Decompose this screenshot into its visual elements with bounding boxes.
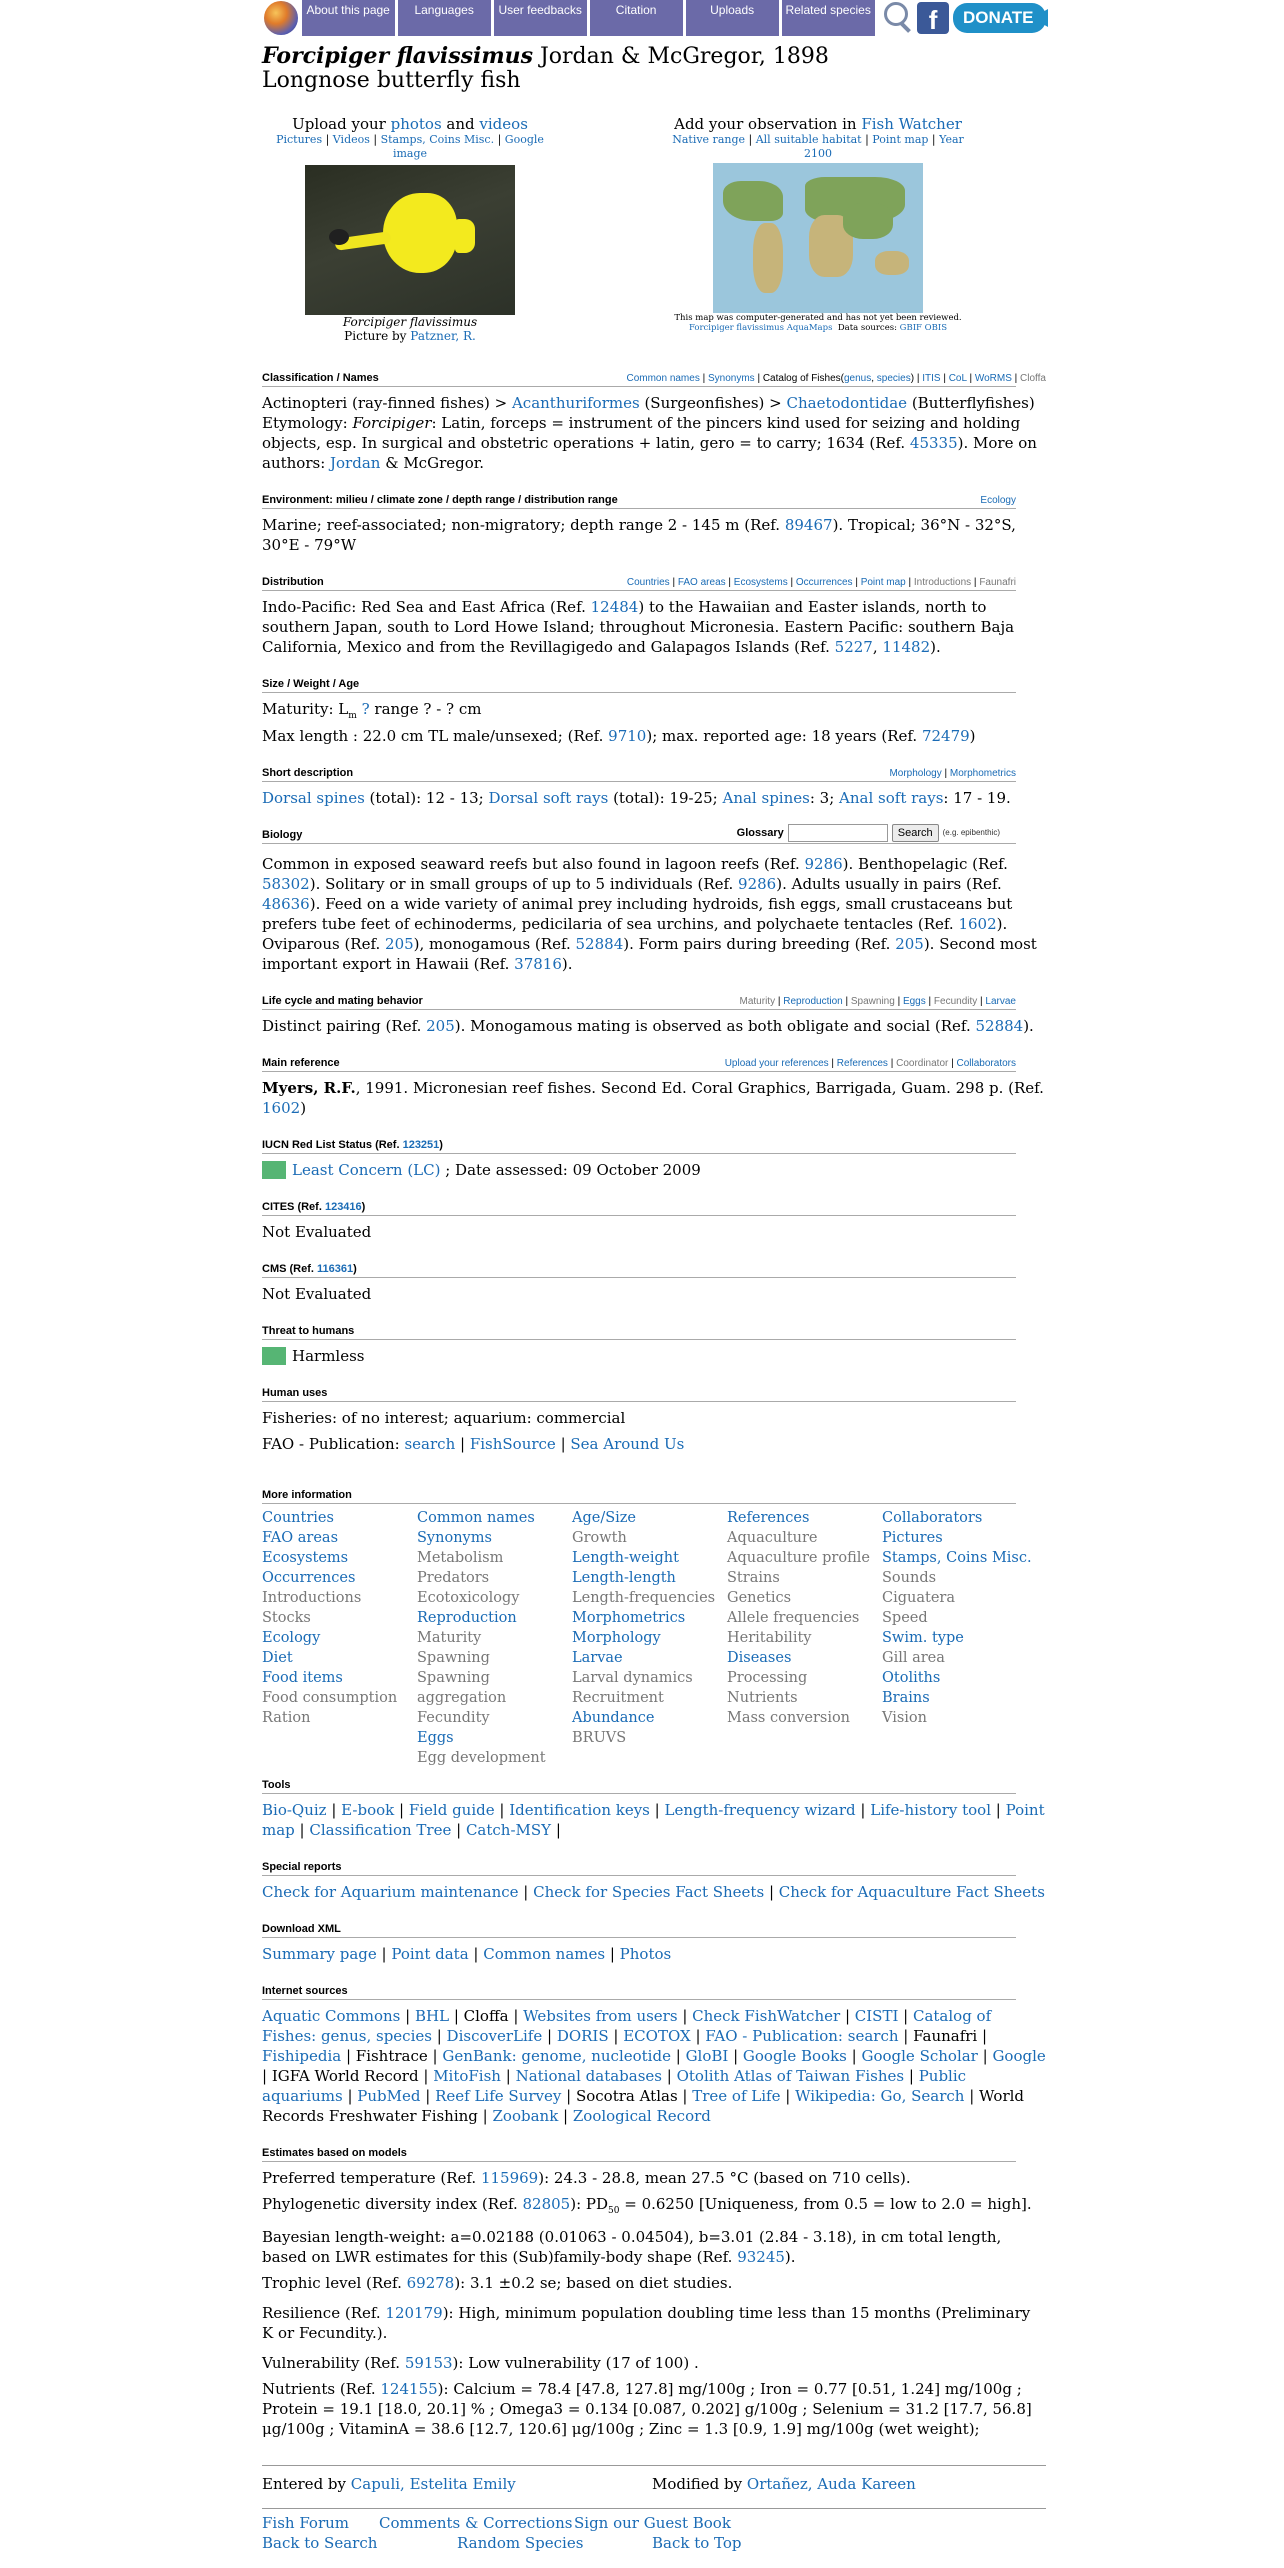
section-title: Special reports: [262, 1860, 1016, 1876]
google-image-link[interactable]: Google image: [392, 133, 544, 160]
more-info-item: Vision: [882, 1710, 928, 1726]
ref-link[interactable]: 9286: [804, 855, 843, 873]
year-2100-link[interactable]: Year 2100: [804, 133, 964, 160]
more-info-item: Egg development: [417, 1750, 546, 1766]
donate-label: DONATE: [962, 8, 1034, 27]
more-info-item: Ecotoxicology: [417, 1590, 520, 1606]
tools-section: [262, 1778, 1046, 1840]
section-title: Life cycle and mating behavior Maturity | Reproduction | Spawning | Eggs | Fecundity | Larvae: [262, 994, 1016, 1010]
reproduction-link[interactable]: Reproduction: [783, 996, 843, 1007]
more-info-item: Stocks: [262, 1610, 311, 1626]
more-info-item: Recruitment: [572, 1690, 664, 1706]
internet-source-item: Socotra Atlas: [575, 2087, 678, 2105]
ref-link[interactable]: 52884: [575, 935, 624, 953]
nav-related-species[interactable]: Related species: [782, 0, 875, 36]
more-info-item[interactable]: Occurrences: [262, 1570, 356, 1586]
internet-source-item[interactable]: GenBank: genome, nucleotide: [442, 2047, 671, 2065]
section-title: Tools: [262, 1778, 1016, 1794]
nav-citation[interactable]: Citation: [590, 0, 683, 36]
more-info-item[interactable]: Eggs: [417, 1730, 454, 1746]
more-info-item[interactable]: Food items: [262, 1670, 343, 1686]
internet-source-item[interactable]: Aquatic Commons: [262, 2007, 401, 2025]
iucn-section: [262, 1138, 1046, 1180]
itis-link[interactable]: ITIS: [922, 373, 941, 384]
back-to-search-link[interactable]: Back to Search: [262, 2534, 378, 2552]
more-information-section: [262, 1488, 1046, 1768]
species-fact-sheets-link[interactable]: Check for Species Fact Sheets: [533, 1883, 765, 1901]
map-links: Native range | All suitable habitat | Point map | Year 2100: [672, 133, 964, 160]
section-title: Internet sources: [262, 1984, 1016, 2000]
internet-source-item: World Records Freshwater Fishing: [262, 2087, 1025, 2125]
more-info-item: Growth: [572, 1530, 627, 1546]
more-info-item[interactable]: Length-weight: [572, 1550, 679, 1566]
ref-link[interactable]: 45335: [909, 434, 958, 452]
species-photo[interactable]: [305, 165, 515, 315]
point-data-link[interactable]: Point data: [391, 1945, 469, 1963]
internet-source-item[interactable]: Otolith Atlas of Taiwan Fishes: [676, 2067, 905, 2085]
internet-source-item[interactable]: Fishipedia: [262, 2047, 342, 2065]
more-info-item[interactable]: Ecosystems: [262, 1550, 349, 1566]
order-link[interactable]: Acanthuriformes: [511, 394, 640, 412]
upload-photos-link[interactable]: photos: [390, 115, 442, 133]
ref-link[interactable]: 12484: [590, 598, 639, 616]
internet-source-item[interactable]: DORIS: [556, 2027, 609, 2045]
more-info-item[interactable]: Otoliths: [882, 1670, 941, 1686]
more-info-item: Sounds: [882, 1570, 937, 1586]
ref-link[interactable]: 124155: [380, 2380, 438, 2398]
section-title: Human uses: [262, 1386, 1016, 1402]
more-info-column: [882, 1508, 1037, 1768]
estimates-section: [262, 2146, 1046, 2439]
cms-body: Not Evaluated: [262, 1285, 372, 1303]
ref-link[interactable]: 115969: [480, 2169, 539, 2187]
more-info-item: Speed: [882, 1610, 928, 1626]
more-info-item: Fecundity: [417, 1710, 490, 1726]
dorsal-spines-link[interactable]: Dorsal spines: [262, 789, 365, 807]
more-info-item: Food consumption: [262, 1690, 398, 1706]
dorsal-rays-link[interactable]: Dorsal soft rays: [488, 789, 609, 807]
section-title: Distribution Countries | FAO areas | Ecosystems | Occurrences | Point map | Introductions | Faunafri: [262, 575, 1016, 591]
more-info-item: Predators: [417, 1570, 490, 1586]
nav-about[interactable]: About this page: [302, 0, 395, 36]
section-title: Environment: milieu / climate zone / depth range / distribution range Ecology: [262, 493, 1016, 509]
point-map-link[interactable]: Point map: [872, 133, 929, 146]
footer-links: [262, 2513, 1046, 2557]
iucn-body: Least Concern (LC) ; Date assessed: 09 October 2009: [262, 1160, 1046, 1180]
scientific-name: Forcipiger flavissimus: [262, 43, 533, 69]
distribution-map[interactable]: [713, 163, 923, 313]
more-info-item[interactable]: FAO areas: [262, 1530, 339, 1546]
human-uses-section: [262, 1386, 1046, 1454]
point-map-link[interactable]: Point map: [860, 577, 906, 588]
more-info-column: [417, 1508, 572, 1768]
internet-sources-body: Aquatic Commons | BHL | Cloffa | Websites from users | Check FishWatcher | CISTI | Catalog of Fishes: genus, species | DiscoverLife | DORIS | ECOTOX | FAO - Publication: search | Faunafri | Fishipedia | Fishtrace | GenBank: genome, nucleotide | GloBI | Google Books | Google Scholar | Google | IGFA World Record | MitoFish | National databases | Otolith Atlas of Taiwan Fishes | Public aquariums | PubMed | Reef Life Survey | Socotra Atlas | Tree of Life | Wikipedia: Go, Search | World Records Freshwater Fishing | Zoobank | Zoological Record: [262, 2007, 1046, 2125]
special-reports-body: Check for Aquarium maintenance | Check for Species Fact Sheets | Check for Aquaculture Fact Sheets: [262, 1883, 1045, 1901]
more-info-item[interactable]: Collaborators: [882, 1510, 983, 1526]
internet-source-item[interactable]: GloBI: [685, 2047, 729, 2065]
anal-spines-link[interactable]: Anal spines: [722, 789, 810, 807]
glossary-search: Glossary Search (e.g. epibenthic): [737, 824, 1000, 842]
catch-msy-link[interactable]: Catch-MSY: [465, 1821, 552, 1839]
summary-page-link[interactable]: Summary page: [262, 1945, 377, 1963]
upload-column: [262, 115, 558, 343]
fishbase-logo-icon[interactable]: [264, 1, 298, 35]
pictures-link[interactable]: Pictures: [276, 133, 323, 146]
internet-source-item[interactable]: DiscoverLife: [446, 2027, 543, 2045]
aquamaps-link[interactable]: AquaMaps: [786, 323, 833, 333]
more-info-item[interactable]: Abundance: [572, 1710, 655, 1726]
human-uses-body: Fisheries: of no interest; aquarium: commercial FAO - Publication: search | FishSource | Sea Around Us: [262, 1409, 685, 1453]
section-title: Estimates based on models: [262, 2146, 1016, 2162]
cites-section: [262, 1200, 1046, 1242]
internet-source-item[interactable]: Zoobank: [492, 2107, 559, 2125]
distribution-body: Indo-Pacific: Red Sea and East Africa (Ref. 12484) to the Hawaiian and Easter islands, north to southern Japan, south to Lord Howe Island; throughout Micronesia. Eastern Pacific: southern Baja California, Mexico and from the Revillagigedo and Galapagos Islands (Ref. 5227, 11482).: [262, 598, 1015, 656]
internet-source-item: Fishtrace: [355, 2047, 428, 2065]
more-info-item[interactable]: Reproduction: [417, 1610, 517, 1626]
worms-link[interactable]: WoRMS: [974, 373, 1012, 384]
point-map-link[interactable]: Point map: [262, 1801, 1045, 1839]
ref-link[interactable]: 1602: [262, 1099, 301, 1117]
ebook-link[interactable]: E-book: [341, 1801, 395, 1819]
tools-body: Bio-Quiz | E-book | Field guide | Identification keys | Length-frequency wizard | Life-history tool | Point map | Classification Tree | Catch-MSY |: [262, 1801, 1045, 1839]
fish-forum-link[interactable]: Fish Forum: [262, 2514, 350, 2532]
videos-link[interactable]: Videos: [332, 133, 370, 146]
more-info-item[interactable]: References: [727, 1510, 810, 1526]
photo-caption: Forcipiger flavissimus: [342, 315, 478, 329]
section-title: Threat to humans: [262, 1324, 1016, 1340]
common-names-link[interactable]: Common names: [483, 1945, 606, 1963]
ref-link[interactable]: 58302: [262, 875, 310, 893]
cites-body: Not Evaluated: [262, 1223, 372, 1241]
internet-source-item[interactable]: FAO - Publication: search: [705, 2027, 899, 2045]
more-info-item: Spawning aggregation: [417, 1670, 507, 1706]
internet-sources-section: [262, 1984, 1046, 2126]
cof-genus-link[interactable]: genus: [843, 373, 872, 384]
eggs-link[interactable]: Eggs: [902, 996, 926, 1007]
more-info-column: [572, 1508, 727, 1768]
ref-link[interactable]: 205: [385, 935, 414, 953]
section-title: Main reference Upload your references | References | Coordinator | Collaborators: [262, 1056, 1016, 1072]
lifecycle-body: Distinct pairing (Ref. 205). Monogamous mating is observed as both obligate and social (Ref. 52884).: [262, 1017, 1034, 1035]
ref-link[interactable]: 1602: [958, 915, 997, 933]
ref-link[interactable]: 123251: [402, 1139, 440, 1151]
ref-link[interactable]: 48636: [262, 895, 310, 913]
footer-divider: [262, 2465, 1046, 2466]
upload-heading: Upload your photos and videos: [292, 115, 528, 133]
species-author: Jordan & McGregor, 1898: [532, 44, 829, 69]
more-info-item[interactable]: Stamps, Coins Misc.: [882, 1550, 1032, 1566]
section-title: CMS (Ref. 116361): [262, 1262, 1016, 1278]
more-info-item: Heritability: [727, 1630, 812, 1646]
more-info-column: [262, 1508, 417, 1768]
ref-link[interactable]: 9286: [738, 875, 777, 893]
download-xml-body: Summary page | Point data | Common names | Photos: [262, 1945, 672, 1963]
short-description-body: Dorsal spines (total): 12 - 13; Dorsal soft rays (total): 19-25; Anal spines: 3; Anal soft rays: 17 - 19.: [262, 789, 1011, 807]
size-section: [262, 677, 1046, 746]
life-history-tool-link[interactable]: Life-history tool: [870, 1801, 992, 1819]
internet-source-item[interactable]: Check FishWatcher: [692, 2007, 841, 2025]
more-info-item: Aquaculture profile: [727, 1550, 870, 1566]
internet-source-item[interactable]: Google: [992, 2047, 1046, 2065]
main-reference-body: Myers, R.F., 1991. Micronesian reef fishes. Second Ed. Coral Graphics, Barrigada, Guam. 298 p. (Ref. 1602): [262, 1079, 1044, 1117]
distribution-section: [262, 575, 1046, 657]
more-info-item: Genetics: [727, 1590, 792, 1606]
footer-divider: [262, 2508, 1046, 2509]
more-info-item: Processing: [727, 1670, 808, 1686]
environment-body: Marine; reef-associated; non-migratory; depth range 2 - 145 m (Ref. 89467). Tropical; 36°N - 32°S, 30°E - 79°W: [262, 516, 1016, 554]
fish-tail-icon: [1032, 9, 1048, 27]
photos-link[interactable]: Photos: [619, 1945, 672, 1963]
common-name: Longnose butterfly fish: [262, 68, 521, 93]
more-info-item[interactable]: Morphometrics: [572, 1610, 686, 1626]
length-frequency-wizard-link[interactable]: Length-frequency wizard: [664, 1801, 856, 1819]
collaborators-link[interactable]: Collaborators: [956, 1058, 1016, 1069]
internet-source-item[interactable]: Public aquariums: [262, 2067, 967, 2105]
section-title: IUCN Red List Status (Ref. 123251): [262, 1138, 1016, 1154]
back-to-top-link[interactable]: Back to Top: [652, 2534, 742, 2552]
more-info-item[interactable]: Pictures: [882, 1530, 943, 1546]
photo-credit: Picture by Patzner, R.: [344, 329, 476, 343]
ref-link[interactable]: 11482: [882, 638, 931, 656]
internet-source-item[interactable]: Zoological Record: [572, 2107, 711, 2125]
cms-section: [262, 1262, 1046, 1304]
sea-around-us-link[interactable]: Sea Around Us: [570, 1435, 685, 1453]
ref-link[interactable]: 116361: [317, 1263, 354, 1275]
aquaculture-fact-sheets-link[interactable]: Check for Aquaculture Fact Sheets: [778, 1883, 1045, 1901]
ref-link[interactable]: 120179: [385, 2304, 443, 2322]
more-info-item[interactable]: Length-length: [572, 1570, 676, 1586]
observation-heading: Add your observation in Fish Watcher: [674, 115, 962, 133]
ref-link[interactable]: 82805: [522, 2195, 571, 2213]
more-info-item[interactable]: Ecology: [262, 1630, 321, 1646]
ref-link[interactable]: 37816: [514, 955, 562, 973]
internet-source-item[interactable]: PubMed: [357, 2087, 421, 2105]
download-xml-section: [262, 1922, 1046, 1964]
internet-source-item[interactable]: MitoFish: [433, 2067, 501, 2085]
more-info-item: Nutrients: [727, 1690, 798, 1706]
more-info-item: Length-frequencies: [572, 1590, 716, 1606]
upload-videos-link[interactable]: videos: [479, 115, 528, 133]
ref-link[interactable]: 52884: [975, 1017, 1024, 1035]
special-reports-section: [262, 1860, 1046, 1902]
anal-rays-link[interactable]: Anal soft rays: [839, 789, 944, 807]
fishsource-link[interactable]: FishSource: [469, 1435, 556, 1453]
status-badge: [262, 1347, 286, 1365]
section-title: Size / Weight / Age: [262, 677, 1016, 693]
section-title: Biology Glossary Search (e.g. epibenthic): [262, 828, 1016, 844]
random-species-link[interactable]: Random Species: [457, 2534, 584, 2552]
map-note: This map was computer-generated and has not yet been reviewed.: [674, 313, 962, 323]
ref-link[interactable]: 205: [426, 1017, 455, 1035]
ecosystems-link[interactable]: Ecosystems: [733, 577, 788, 588]
more-info-item: Strains: [727, 1570, 780, 1586]
suitable-habitat-link[interactable]: All suitable habitat: [755, 133, 862, 146]
page-title: [262, 44, 1046, 93]
field-guide-link[interactable]: Field guide: [408, 1801, 495, 1819]
page: [262, 0, 1046, 2557]
section-title: CITES (Ref. 123416): [262, 1200, 1016, 1216]
bio-quiz-link[interactable]: Bio-Quiz: [262, 1801, 327, 1819]
internet-source-item[interactable]: ECOTOX: [623, 2027, 691, 2045]
more-info-item: Metabolism: [417, 1550, 504, 1566]
ref-link[interactable]: 9710: [608, 727, 647, 745]
native-range-link[interactable]: Native range: [672, 133, 746, 146]
references-link[interactable]: References: [836, 1058, 888, 1069]
modified-by-link[interactable]: Ortañez, Auda Kareen: [746, 2475, 916, 2493]
lifecycle-section: [262, 994, 1046, 1036]
more-info-item[interactable]: Diet: [262, 1650, 293, 1666]
internet-source-item[interactable]: Tree of Life: [692, 2087, 781, 2105]
internet-source-item[interactable]: Catalog of Fishes: genus, species: [262, 2007, 992, 2045]
glossary-input[interactable]: [788, 824, 888, 842]
ref-link[interactable]: 72479: [921, 727, 970, 745]
author-link[interactable]: Jordan: [330, 454, 381, 472]
search-icon[interactable]: [880, 0, 914, 34]
biology-body: Common in exposed seaward reefs but also found in lagoon reefs (Ref. 9286). Benthopelagic (Ref. 58302). Solitary or in small groups of up to 5 individuals (Ref. 9286). Adults usually in pairs (Ref. 48636). Feed on a wide variety of animal prey including hydroids, fish eggs, small crustaceans but prefers tube feet of echinoderms, pedicilaria of sea urchins, and polychaete tentacles (Ref. 1602). Oviparous (Ref. 205), monogamous (Ref. 52884). Form pairs during breeding (Ref. 205). Second most important export in Hawaii (Ref. 37816).: [262, 855, 1037, 973]
more-info-item[interactable]: Morphology: [572, 1630, 661, 1646]
internet-source-item[interactable]: CISTI: [854, 2007, 899, 2025]
more-information-grid: [262, 1508, 1046, 1768]
internet-source-item: IGFA World Record: [271, 2067, 419, 2085]
more-info-item[interactable]: Larvae: [572, 1650, 623, 1666]
internet-source-item[interactable]: Websites from users: [523, 2007, 678, 2025]
guest-book-link[interactable]: Sign our Guest Book: [574, 2514, 731, 2532]
iucn-status-link[interactable]: Least Concern (LC): [292, 1161, 441, 1179]
upload-references-link[interactable]: Upload your references: [724, 1058, 829, 1069]
ref-link[interactable]: 93245: [737, 2248, 785, 2266]
more-info-column: [727, 1508, 882, 1768]
section-title: Download XML: [262, 1922, 1016, 1938]
comments-corrections-link[interactable]: Comments & Corrections: [379, 2514, 573, 2532]
aquarium-maintenance-link[interactable]: Check for Aquarium maintenance: [262, 1883, 519, 1901]
facebook-icon[interactable]: f: [917, 2, 949, 34]
gbif-link[interactable]: GBIF: [899, 323, 922, 333]
ref-link[interactable]: 123416: [324, 1201, 362, 1213]
stamps-link[interactable]: Stamps, Coins Misc.: [380, 133, 495, 146]
upload-links: Pictures | Videos | Stamps, Coins Misc. | Google image: [276, 133, 544, 160]
more-info-item: Allele frequencies: [727, 1610, 860, 1626]
occurrences-link[interactable]: Occurrences: [795, 577, 853, 588]
internet-source-item[interactable]: BHL: [414, 2007, 450, 2025]
photographer-link[interactable]: Patzner, R.: [410, 329, 476, 343]
internet-source-item[interactable]: Google Scholar: [861, 2047, 978, 2065]
nav-user-feedbacks[interactable]: User feedbacks: [494, 0, 587, 36]
more-info-item: Maturity: [417, 1630, 482, 1646]
observation-column: [658, 115, 978, 333]
morphometrics-link[interactable]: Morphometrics: [949, 768, 1016, 779]
classification-body: Actinopteri (ray-finned fishes) > Acanthuriformes (Surgeonfishes) > Chaetodontidae (Butterflyfishes) Etymology: Forcipiger: Latin, forceps = instrument of the pincers kind used for seizing and holding objects, esp. In surgical and obstetric operations + latin, gero = to carry; 1634 (Ref. 45335). More on authors: Jordan & McGregor.: [262, 394, 1037, 472]
glossary-search-button[interactable]: Search: [892, 824, 939, 842]
more-info-item: Ciguatera: [882, 1590, 955, 1606]
family-link[interactable]: Chaetodontidae: [786, 394, 908, 412]
nav-uploads[interactable]: Uploads: [686, 0, 779, 36]
fao-search-link[interactable]: search: [404, 1435, 456, 1453]
more-info-item: BRUVS: [572, 1730, 627, 1746]
common-names-link[interactable]: Common names: [626, 373, 700, 384]
threat-body: Harmless: [262, 1346, 1046, 1366]
top-nav: [262, 0, 1046, 36]
donate-button[interactable]: [953, 3, 1046, 33]
more-info-item: Gill area: [882, 1650, 945, 1666]
more-info-item[interactable]: Age/Size: [572, 1510, 637, 1526]
ref-link[interactable]: 69278: [406, 2274, 455, 2292]
larvae-link[interactable]: Larvae: [985, 996, 1016, 1007]
fish-watcher-link[interactable]: Fish Watcher: [861, 115, 962, 133]
internet-source-item[interactable]: Google Books: [742, 2047, 847, 2065]
section-title: More information: [262, 1488, 1016, 1504]
internet-source-item: Faunafri: [913, 2027, 978, 2045]
size-body: Maturity: $L_m$ ? range ? - ? cm Max length : 22.0 cm TL male/unsexed; (Ref. 9710); max. reported age: 18 years (Ref. 72479): [262, 700, 976, 745]
more-info-item[interactable]: Brains: [882, 1690, 930, 1706]
more-info-item[interactable]: Diseases: [727, 1650, 792, 1666]
section-title: Short description Morphology | Morphometrics: [262, 766, 1016, 782]
identification-keys-link[interactable]: Identification keys: [509, 1801, 650, 1819]
classification-tree-link[interactable]: Classification Tree: [309, 1821, 452, 1839]
morphology-link[interactable]: Morphology: [889, 768, 942, 779]
more-info-item: Larval dynamics: [572, 1670, 693, 1686]
more-info-item: Aquaculture: [727, 1530, 818, 1546]
biology-section: [262, 828, 1046, 974]
col-link[interactable]: CoL: [948, 373, 967, 384]
estimates-body: Preferred temperature (Ref. 115969): 24.3 - 28.8, mean 27.5 °C (based on 710 cells). Phylogenetic diversity index (Ref. 82805): $PD_{50} = 0.6250$ [Uniqueness, from 0.5 = low to 2.0 = high]. Bayesian length-weight: a=0.02188 (0.01063 - 0.04504), b=3.01 (2.84 - 3.18), in cm total length, based on LWR estimates for this (Sub)family-body shape (Ref. 93245). Trophic level (Ref. 69278): 3.1 ±0.2 se; based on diet studies. Resilience (Ref. 120179): High, minimum population doubling time less than 15 months (Preliminary K or Fecundity.). Vulnerability (Ref. 59153): Low vulnerability (17 of 100) . Nutrients (Ref. 124155): Calcium = 78.4 [47.8, 127.8] mg/100g ; Iron = 0.77 [0.51, 1.24] mg/100g ; Protein = 19.1 [18.0, 20.1] % ; Omega3 = 0.134 [0.087, 0.202] g/100g ; Selenium = 31.2 [17.7, 56.8] μg/100g ; VitaminA = 38.6 [12.7, 120.6] μg/100g ; Zinc = 1.3 [0.9, 1.9] mg/100g (wet weight);: [262, 2169, 1032, 2438]
more-info-item[interactable]: Common names: [417, 1510, 535, 1526]
more-info-item: Introductions: [262, 1590, 362, 1606]
status-badge: [262, 1161, 286, 1179]
entered-by-link[interactable]: Capuli, Estelita Emily: [350, 2475, 516, 2493]
more-info-item: Ration: [262, 1710, 311, 1726]
aquamaps-species-link[interactable]: Forcipiger flavissimus: [688, 323, 785, 333]
more-info-item[interactable]: Countries: [262, 1510, 334, 1526]
fao-areas-link[interactable]: FAO areas: [677, 577, 726, 588]
threat-section: [262, 1324, 1046, 1366]
internet-source-item[interactable]: Wikipedia: Go, Search: [795, 2087, 965, 2105]
countries-link[interactable]: Countries: [626, 577, 670, 588]
synonyms-link[interactable]: Synonyms: [707, 373, 755, 384]
nav-languages[interactable]: Languages: [398, 0, 491, 36]
footer-credits: Entered by Capuli, Estelita Emily Modified by Ortañez, Auda Kareen: [262, 2475, 916, 2493]
ref-link[interactable]: 59153: [404, 2354, 453, 2372]
internet-source-item: Cloffa: [463, 2007, 509, 2025]
environment-section: [262, 493, 1046, 555]
map-credits: Forcipiger flavissimus AquaMaps Data sources: GBIF OBIS: [688, 323, 948, 333]
internet-source-item[interactable]: Reef Life Survey: [435, 2087, 562, 2105]
maturity-link[interactable]: ?: [361, 700, 370, 718]
obis-link[interactable]: OBIS: [924, 323, 948, 333]
cof-species-link[interactable]: species: [876, 373, 911, 384]
ref-link[interactable]: 5227: [834, 638, 873, 656]
media-section: [262, 115, 1046, 351]
main-reference-section: [262, 1056, 1046, 1118]
ecology-link[interactable]: Ecology: [980, 495, 1016, 506]
ref-link[interactable]: 89467: [784, 516, 833, 534]
short-description-section: [262, 766, 1046, 808]
more-info-item[interactable]: Synonyms: [417, 1530, 492, 1546]
ref-link[interactable]: 205: [895, 935, 924, 953]
internet-source-item[interactable]: National databases: [515, 2067, 662, 2085]
more-info-item: Mass conversion: [727, 1710, 851, 1726]
classification-section: [262, 371, 1046, 473]
section-title: Classification / Names Common names | Synonyms | Catalog of Fishes(genus, species) | ITIS | CoL | WoRMS | Cloffa: [262, 371, 1016, 387]
more-info-item[interactable]: Swim. type: [882, 1630, 964, 1646]
more-info-item: Spawning: [417, 1650, 490, 1666]
